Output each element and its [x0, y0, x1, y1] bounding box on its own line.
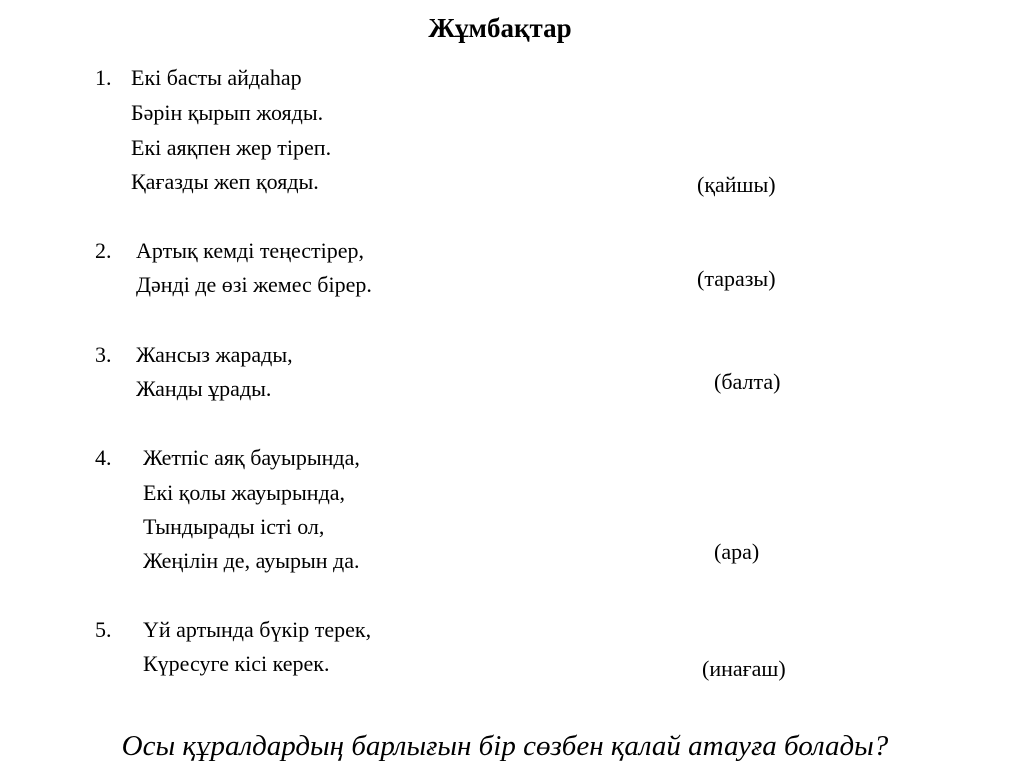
riddle-line: Екі қолы жауырында,: [143, 480, 346, 505]
riddle-line: Бәрін қырып жояды.: [131, 100, 324, 125]
riddle-line: Жанды ұрады.: [136, 376, 272, 401]
riddle-line: Тындырады істі ол,: [143, 514, 325, 539]
riddle-answer: (таразы): [697, 266, 776, 291]
riddle-number: 5.: [95, 617, 112, 642]
riddle-line: Дәнді де өзі жемес бірер.: [136, 272, 372, 297]
riddle-number: 1.: [95, 65, 112, 90]
riddle-line: Жансыз жарады,: [136, 342, 293, 367]
riddle-line: Артық кемді теңестірер,: [136, 238, 365, 263]
riddle-line: Үй артында бүкір терек,: [143, 617, 372, 642]
riddle-answer: (инағаш): [702, 656, 786, 681]
riddle-answer: (балта): [714, 369, 781, 394]
riddle-answer: (қайшы): [697, 172, 776, 197]
riddle-line: Жетпіс аяқ бауырында,: [143, 445, 360, 470]
riddle-line: Күресуге кісі керек.: [143, 651, 330, 676]
riddle-line: Екі басты айдаһар: [131, 65, 302, 90]
riddle-line: Жеңілін де, ауырын да.: [143, 548, 360, 573]
riddle-line: Екі аяқпен жер тіреп.: [131, 135, 332, 160]
riddle-number: 4.: [95, 445, 112, 470]
riddle-number: 2.: [95, 238, 112, 263]
page-title: Жұмбақтар: [428, 13, 572, 43]
closing-question: Осы құралдардың барлығын бір сөзбен қалай атауға болады?: [121, 730, 889, 762]
riddle-number: 3.: [95, 342, 112, 367]
riddle-line: Қағазды жеп қояды.: [131, 169, 319, 194]
riddle-answer: (ара): [714, 539, 760, 564]
